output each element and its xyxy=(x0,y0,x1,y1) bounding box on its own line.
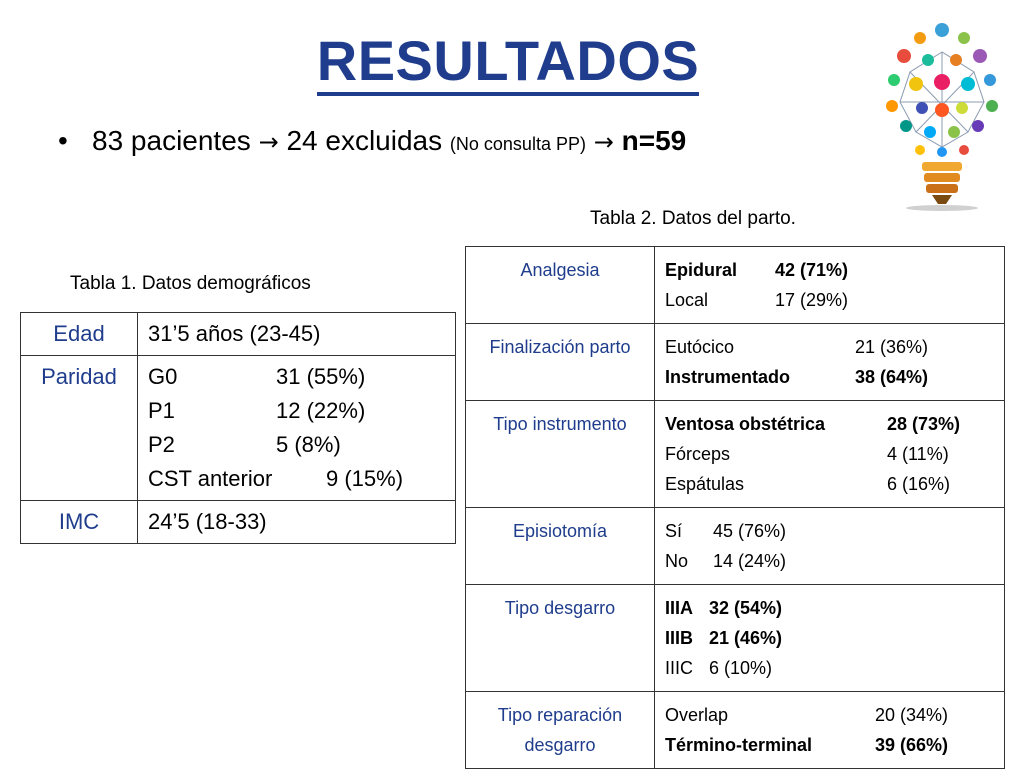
table-row xyxy=(21,356,456,501)
row-label: Tipo desgarro xyxy=(466,585,655,692)
item-key: Eutócico xyxy=(665,337,735,357)
row-value xyxy=(655,247,1005,324)
demographics-table xyxy=(20,312,456,544)
row-label: Tipo instrumento xyxy=(466,401,655,508)
row-value xyxy=(138,356,456,501)
item-value: 38 (64%) xyxy=(855,367,929,387)
row-label: Paridad xyxy=(21,356,138,501)
table-row xyxy=(21,313,456,356)
table-row xyxy=(466,247,1005,324)
item-value: 20 (34%) xyxy=(875,705,949,725)
item-value: 14 (24%) xyxy=(713,551,787,571)
bullet-dot: • xyxy=(58,125,68,156)
lightbulb-icon xyxy=(880,12,1004,212)
table-row xyxy=(466,585,1005,692)
item-value: 12 (22%) xyxy=(276,398,366,423)
list-item xyxy=(665,409,994,439)
row-label: Finalización parto xyxy=(466,324,655,401)
item-value: 39 (66%) xyxy=(875,735,949,755)
item-key: IIIA xyxy=(665,598,694,618)
item-value: 32 (54%) xyxy=(709,598,783,618)
item-key: Fórceps xyxy=(665,444,731,464)
item-value: 45 (76%) xyxy=(713,521,787,541)
item-value: 9 (15%) xyxy=(326,466,404,491)
row-label: Tipo reparación desgarro xyxy=(466,692,655,769)
table-row xyxy=(466,401,1005,508)
list-item xyxy=(665,700,994,730)
item-value: 4 (11%) xyxy=(887,444,949,464)
excluded-count: 24 excluidas xyxy=(286,125,443,156)
item-key: Overlap xyxy=(665,705,729,725)
item-key: IIIC xyxy=(665,658,694,678)
item-key: Local xyxy=(665,290,709,310)
item-key: Término-terminal xyxy=(665,735,813,755)
delivery-table xyxy=(465,246,1005,769)
table-row xyxy=(466,508,1005,585)
slide-title: RESULTADOS xyxy=(0,28,1016,93)
item-value: 17 (29%) xyxy=(775,290,849,310)
item-key: Ventosa obstétrica xyxy=(665,414,826,434)
item-value: 42 (71%) xyxy=(775,260,849,280)
item-key: G0 xyxy=(148,364,178,389)
row-label: Analgesia xyxy=(466,247,655,324)
list-item xyxy=(665,623,994,653)
list-item xyxy=(665,332,994,362)
item-value: 6 (10%) xyxy=(709,658,773,678)
table1-caption: Tabla 1. Datos demográficos xyxy=(70,273,311,294)
item-key: Espátulas xyxy=(665,474,745,494)
list-item xyxy=(665,653,994,683)
table-row xyxy=(466,692,1005,769)
patients-count: 83 pacientes xyxy=(92,125,251,156)
row-label: Episiotomía xyxy=(466,508,655,585)
item-key: Sí xyxy=(665,521,683,541)
arrow-right-icon: → xyxy=(258,128,279,156)
item-key: Instrumentado xyxy=(665,367,791,387)
item-key: Epidural xyxy=(665,260,738,280)
row-label: IMC xyxy=(21,501,138,544)
list-item xyxy=(665,439,994,469)
list-item xyxy=(665,546,994,576)
row-value xyxy=(655,692,1005,769)
summary-bullet xyxy=(58,125,686,157)
list-item xyxy=(665,285,994,315)
list-item xyxy=(665,516,994,546)
item-key: P1 xyxy=(148,398,175,423)
row-label: Edad xyxy=(21,313,138,356)
item-value: 28 (73%) xyxy=(887,414,961,434)
row-value xyxy=(655,324,1005,401)
excluded-note: (No consulta PP) xyxy=(449,134,586,154)
row-value: 31’5 años (23-45) xyxy=(138,313,456,356)
item-value: 21 (36%) xyxy=(855,337,929,357)
list-item xyxy=(665,362,994,392)
row-value xyxy=(655,508,1005,585)
table-row xyxy=(21,501,456,544)
table2-caption: Tabla 2. Datos del parto. xyxy=(590,208,796,229)
item-key: P2 xyxy=(148,432,175,457)
item-value: 6 (16%) xyxy=(887,474,951,494)
row-value xyxy=(655,585,1005,692)
item-key: CST anterior xyxy=(148,466,273,491)
row-value: 24’5 (18-33) xyxy=(138,501,456,544)
list-item xyxy=(665,593,994,623)
list-item xyxy=(665,255,994,285)
row-value xyxy=(655,401,1005,508)
item-value: 31 (55%) xyxy=(276,364,366,389)
table-row xyxy=(466,324,1005,401)
sample-size: n=59 xyxy=(621,125,687,156)
item-key: IIIB xyxy=(665,628,694,648)
arrow-right-icon: → xyxy=(593,128,614,156)
list-item xyxy=(665,730,994,760)
item-value: 21 (46%) xyxy=(709,628,783,648)
item-key: No xyxy=(665,551,689,571)
item-value: 5 (8%) xyxy=(276,432,341,457)
list-item xyxy=(665,469,994,499)
